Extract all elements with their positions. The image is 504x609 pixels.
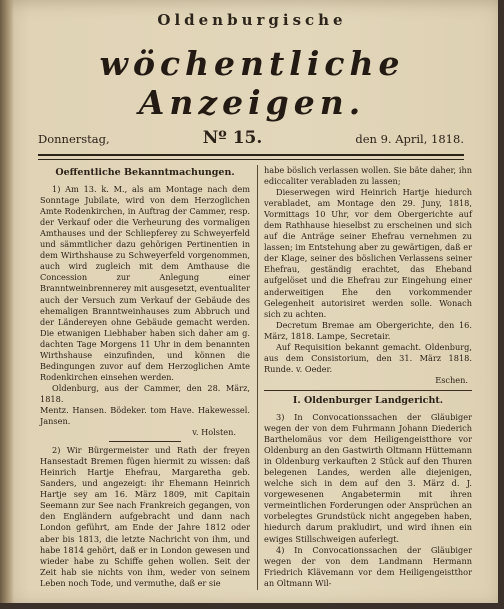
notice-2-decree: Decretum Bremae am Obergerichte, den 16. März, 1818. Lampe, Secretair. [264, 319, 472, 341]
issue-line [38, 128, 464, 148]
page-edge-bottom [0, 603, 504, 609]
left-column [40, 165, 250, 589]
masthead-rule-thick [38, 154, 464, 156]
notice-2-summons: Dieserwegen wird Heinrich Hartje hiedurch verabladet, am Montage den 29. Juny, 1818, Vormittags 10 Uhr, vor dem Obergerichte auf dem Rathhause hieselbst zu erscheinen und sich auf die Anträge seiner Ehefrau vernehmen zu lassen; im Entstehung aber zu gewärtigen, daß er der Klage, seiner des böslichen Verlassens seiner Ehefrau, geständig erachtet, das Eheband aufgelöset und die Ehefrau zur Eingehung einer anderweitigen Ehe den vorkommender Gelegenheit autorisiret werden solle. Wonach sich zu achten. [264, 187, 472, 319]
notice-1-date: Oldenburg, aus der Cammer, den 28. März, 1818. [40, 382, 250, 404]
notice-4-text: 4) In Convocationssachen der Gläubiger wegen der von dem Landmann Hermann Friedrich Klävemann vor dem Heiligengeistthor an Oltmann Wil- [264, 544, 472, 588]
right-column [264, 165, 472, 589]
notice-2-continued: habe böslich verlassen wollen. Sie bäte daher, ihn ediccaliter verabladen zu lassen; [264, 165, 472, 187]
issue-number: Nº 15. [202, 128, 263, 148]
column-divider [257, 165, 258, 590]
section-heading-announcements: Oeffentliche Bekanntmachungen. [55, 167, 235, 178]
notice-1-signatories: Mentz. Hansen. Bödeker. tom Have. Hakewessel. Jansen. [40, 404, 250, 427]
masthead-title: wöchentliche Anzeigen. [99, 44, 405, 122]
notice-1-text: 1) Am 13. k. M., als am Montage nach dem Sonntage Jubilate, wird von dem Herzoglichen Amte Rodenkirchen, in Auftrag der Cammer, resp. der Verkauf oder die Verheurung des vormaligen Amthauses und der Schliepferey zu Schweyerfeld und sämmtlicher dazu gehörigen Pertinentien in dem Wirthshause zu Schweyerfeld vorgenommen, auch wird zugleich mit dem Amthause die Concession zur Anlegung einer Branntweinbrennerey mit ausgesetzt, eventualiter auch der Versuch zum Verkauf der Gebäude des ehemaligen Branntweinhauses zum Abbruch und der Ländereyen ohne Gebäude gemacht werden. Die etwanigen Liebhaber haben sich daher am g. dachten Tage Morgens 11 Uhr in dem benannten Wirthshause einzufinden, und können die Bedingungen zuvor auf dem Herzoglichen Amte Rodenkirchen einsehen werden. [40, 184, 250, 382]
notice-1-signature: v. Holsten. [192, 427, 236, 438]
masthead-rule-thin [38, 159, 464, 160]
issue-date: den 9. April, 1818. [355, 132, 464, 146]
notice-2-requisition: Auf Requisition bekannt gemacht. Oldenburg, aus dem Consistorium, den 31. März 1818. Runde. v. Oeder. [264, 341, 472, 374]
masthead-subtitle: Oldenburgische [157, 11, 347, 29]
issue-day: Donnerstag, [38, 132, 110, 146]
notice-2-text: 2) Wir Bürgermeister und Rath der freyen Hansestadt Bremen fügen hiermit zu wissen: daß Heinrich Hartje Ehefrau, Margaretha geb. Sanders, und angezeigt: ihr Ehemann Heinrich Hartje sey am 16. März 1809, mit Capitain Seemann zur See nach Frankreich gegangen, von den Engländern aufgebracht und dann nach London geführt, am Ende der Jahre 1812 oder aber bis 1813, die letzte Nachricht von ihm, und habe 1814 gehört, daß er in London gewesen und wieder habe zu Schiffe gehen wollen. Seit der Zeit hab sie nichts von ihm, weder von seinem Leben noch Tode, und vermuthe, daß er sie [40, 445, 250, 588]
section-divider [264, 390, 472, 391]
notice-2-signature: Eschen. [435, 374, 468, 385]
notice-3-text: 3) In Convocationssachen der Gläubiger wegen der von dem Fuhrmann Johann Diederich Barthelomäus vor dem Heiligengeistthore vor Oldenburg an den Gastwirth Oltmann Hüttemann in Oldenburg verkauften 2 Stück auf den Thuren belegenen Landes, werden alle diejenigen, welche sich in dem auf den 3. März d. J. vorgewesenen Angabetermin mit ihren vermeintlichen Forderungen oder Ansprüchen an vorbelegtes Grundstück nicht angegeben haben, hiedurch darum prakludirt, und wird ihnen ein ewiges Stillschweigen auferlegt. [264, 411, 472, 544]
section-heading-court: I. Oldenburger Landgericht. [292, 394, 444, 406]
notice-divider [109, 441, 180, 442]
